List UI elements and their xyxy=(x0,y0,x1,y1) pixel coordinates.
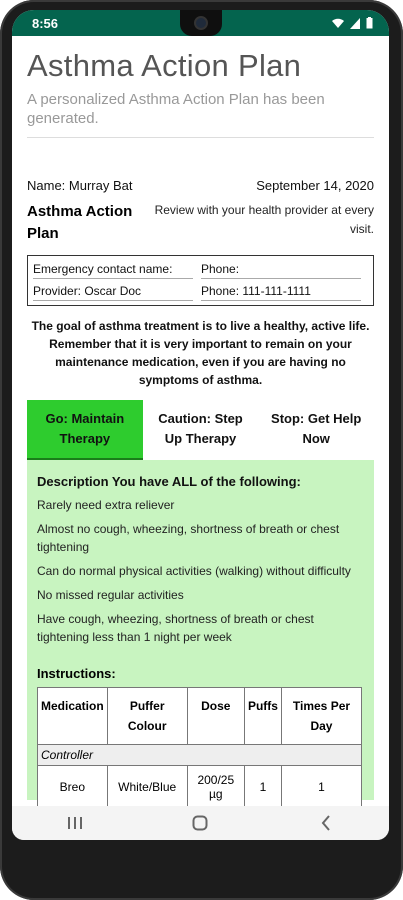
review-note: Review with your health provider at every visit. xyxy=(154,203,374,236)
page-title: Asthma Action Plan xyxy=(27,48,302,83)
back-icon xyxy=(320,815,332,831)
wifi-icon xyxy=(331,18,345,29)
recent-apps-icon xyxy=(67,816,83,830)
table-row xyxy=(38,766,362,807)
page-subtitle: A personalized Asthma Action Plan has been generated. xyxy=(27,90,374,138)
col-header-times-per-day: Times Per Day xyxy=(281,688,361,745)
signal-icon xyxy=(350,18,361,29)
tab-caution[interactable]: Caution: Step Up Therapy xyxy=(158,411,243,446)
col-header-puffs: Puffs xyxy=(244,688,281,745)
tab-go[interactable]: Go: Maintain Therapy xyxy=(27,400,143,460)
instructions-title: Instructions: xyxy=(37,666,116,681)
zone-tabs xyxy=(27,400,374,460)
cell-times-per-day: 1 xyxy=(281,766,361,807)
status-bar xyxy=(12,10,389,36)
description-item: Rarely need extra reliever xyxy=(37,498,175,512)
screen xyxy=(12,10,389,840)
go-zone-panel xyxy=(27,460,374,800)
status-time: 8:56 xyxy=(32,15,59,31)
system-nav-bar xyxy=(12,806,389,840)
recent-apps-button[interactable] xyxy=(55,808,95,838)
camera-notch xyxy=(180,10,222,36)
contact-box xyxy=(27,255,374,306)
plan-header-row xyxy=(27,201,374,245)
cell-puffs: 1 xyxy=(244,766,281,807)
col-header-puffer-colour: Puffer Colour xyxy=(107,688,187,745)
battery-icon xyxy=(366,17,373,29)
description-item: Have cough, wheezing, shortness of breath or chest tightening less than 1 night per week xyxy=(37,612,314,644)
cell-dose: 200/25 µg xyxy=(187,766,244,807)
emergency-contact-field: Emergency contact name: xyxy=(33,259,193,279)
col-header-medication: Medication xyxy=(38,688,108,745)
emergency-phone-field: Phone: xyxy=(201,259,361,279)
medication-table xyxy=(37,687,362,806)
plan-date: September 14, 2020 xyxy=(256,178,374,193)
description-item: No missed regular activities xyxy=(37,588,184,602)
patient-info-row xyxy=(27,178,374,193)
col-header-dose: Dose xyxy=(187,688,244,745)
description-item: Almost no cough, wheezing, shortness of breath or chest tightening xyxy=(37,522,340,554)
camera-icon xyxy=(194,16,208,30)
table-header-row xyxy=(38,688,362,745)
home-button[interactable] xyxy=(180,808,220,838)
provider-field: Provider: Oscar Doc xyxy=(33,281,193,301)
description-title: Description You have ALL of the following: xyxy=(37,474,301,489)
cell-puffer-colour: White/Blue xyxy=(107,766,187,807)
cell-medication: Breo xyxy=(38,766,108,807)
status-icons xyxy=(331,17,373,29)
tab-stop[interactable]: Stop: Get Help Now xyxy=(271,411,362,446)
goal-statement: The goal of asthma treatment is to live a healthy, active life. Remember that it is very important to remain on your maintenance medication, even if you are having no symptoms of asthma. xyxy=(31,319,370,387)
plan-title: Asthma Action Plan xyxy=(27,203,133,242)
description-item: Can do normal physical activities (walking) without difficulty xyxy=(37,564,351,578)
back-button[interactable] xyxy=(306,808,346,838)
group-label-controller: Controller xyxy=(38,745,362,766)
provider-phone-field: Phone: 111-111-1111 xyxy=(201,281,361,301)
home-icon xyxy=(192,815,208,831)
main-content xyxy=(12,36,389,806)
table-group-row xyxy=(38,745,362,766)
patient-name: Name: Murray Bat xyxy=(27,178,133,193)
